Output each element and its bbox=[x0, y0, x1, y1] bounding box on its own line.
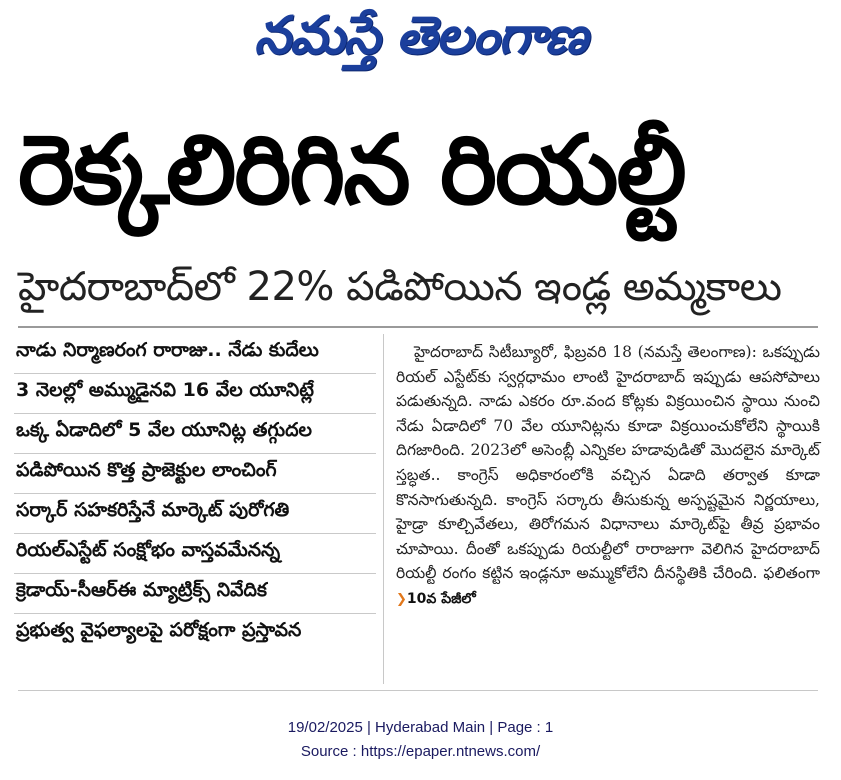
highlight-item: క్రెడాయ్-సీఆర్ఈ మ్యాట్రిక్స్ నివేదిక bbox=[14, 574, 376, 614]
highlight-item: రియల్ఎస్టేట్ సంక్షోభం వాస్తవమేనన్న bbox=[14, 534, 376, 574]
masthead bbox=[0, 6, 841, 79]
newspaper-logo: నమస్తే తెలంగాణ bbox=[254, 6, 587, 66]
highlight-item: ప్రభుత్వ వైఫల్యాలపై పరోక్షంగా ప్రస్తావన bbox=[16, 619, 302, 641]
chevron-right-icon: ❯ bbox=[396, 591, 407, 607]
footer bbox=[0, 716, 841, 764]
column-divider bbox=[383, 334, 384, 684]
highlight-item: సర్కార్ సహకరిస్తేనే మార్కెట్ పురోగతి bbox=[14, 494, 376, 534]
continue-label: 10వ పేజీలో bbox=[406, 590, 476, 607]
highlights-list bbox=[14, 334, 376, 654]
highlight-item: 3 నెలల్లో అమ్ముడైనవి 16 వేల యూనిట్లే bbox=[14, 374, 376, 414]
continue-link[interactable] bbox=[396, 591, 476, 607]
article-body bbox=[396, 340, 820, 613]
highlight-item: నాడు నిర్మాణరంగ రారాజు.. నేడు కుదేలు bbox=[14, 334, 376, 374]
top-divider bbox=[18, 326, 818, 328]
bottom-divider bbox=[18, 690, 818, 691]
highlight-item: పడిపోయిన కొత్త ప్రాజెక్టుల లాంచింగ్ bbox=[14, 454, 376, 494]
footer-source[interactable]: Source : https://epaper.ntnews.com/ bbox=[300, 743, 541, 760]
subheadline: హైదరాబాద్‌లో 22% పడిపోయిన ఇండ్ల అమ్మకాలు bbox=[18, 264, 782, 310]
footer-edition-info: 19/02/2025 | Hyderabad Main | Page : 1 bbox=[287, 719, 554, 736]
highlight-item: ఒక్క ఏడాదిలో 5 వేల యూనిట్ల తగ్గుదల bbox=[14, 414, 376, 454]
article-text: హైదరాబాద్ సిటీబ్యూరో, ఫిబ్రవరి 18 (నమస్తే తెలంగాణ): ఒకప్పుడు రియల్ ఎస్టేట్‌కు స్వర్గధామం లాంటి హైదరాబాద్ ఇప్పుడు ఆపసోపాలు పడుతున్నది. నాడు ఎకరం రూ.వంద కోట్లకు విక్రయించిన స్థాయి నుంచి నేడు ఏడాదిలో 70 వేల యూనిట్లను కూడా విక్రయించుకోలేని స్థాయికి దిగజారింది. 2023లో అసెంబ్లీ ఎన్నికల హడావుడితో మొదలైన మార్కెట్ స్తబ్ధత.. కాంగ్రెస్ అధికారంలోకి వచ్చిన ఏడాది తర్వాత కూడా కొనసాగుతున్నది. కాంగ్రెస్ సర్కారు తీసుకున్న అస్పష్టమైన నిర్ణయాలు, హైడ్రా కూల్చివేతలు, తిరోగమన విధానాలు మార్కెట్‌పై తీవ్ర ప్రభావం చూపాయి. దీంతో ఒకప్పుడు రియల్టీలో రారాజుగా వెలిగిన హైదరాబాద్ రియల్టీ రంగం కట్టిన ఇండ్లనూ అమ్ముకోలేని దీనస్థితికి చేరింది. ఫలితంగా bbox=[396, 343, 820, 583]
headline: రెక్కలిరిగిన రియల్టీ bbox=[18, 114, 685, 226]
